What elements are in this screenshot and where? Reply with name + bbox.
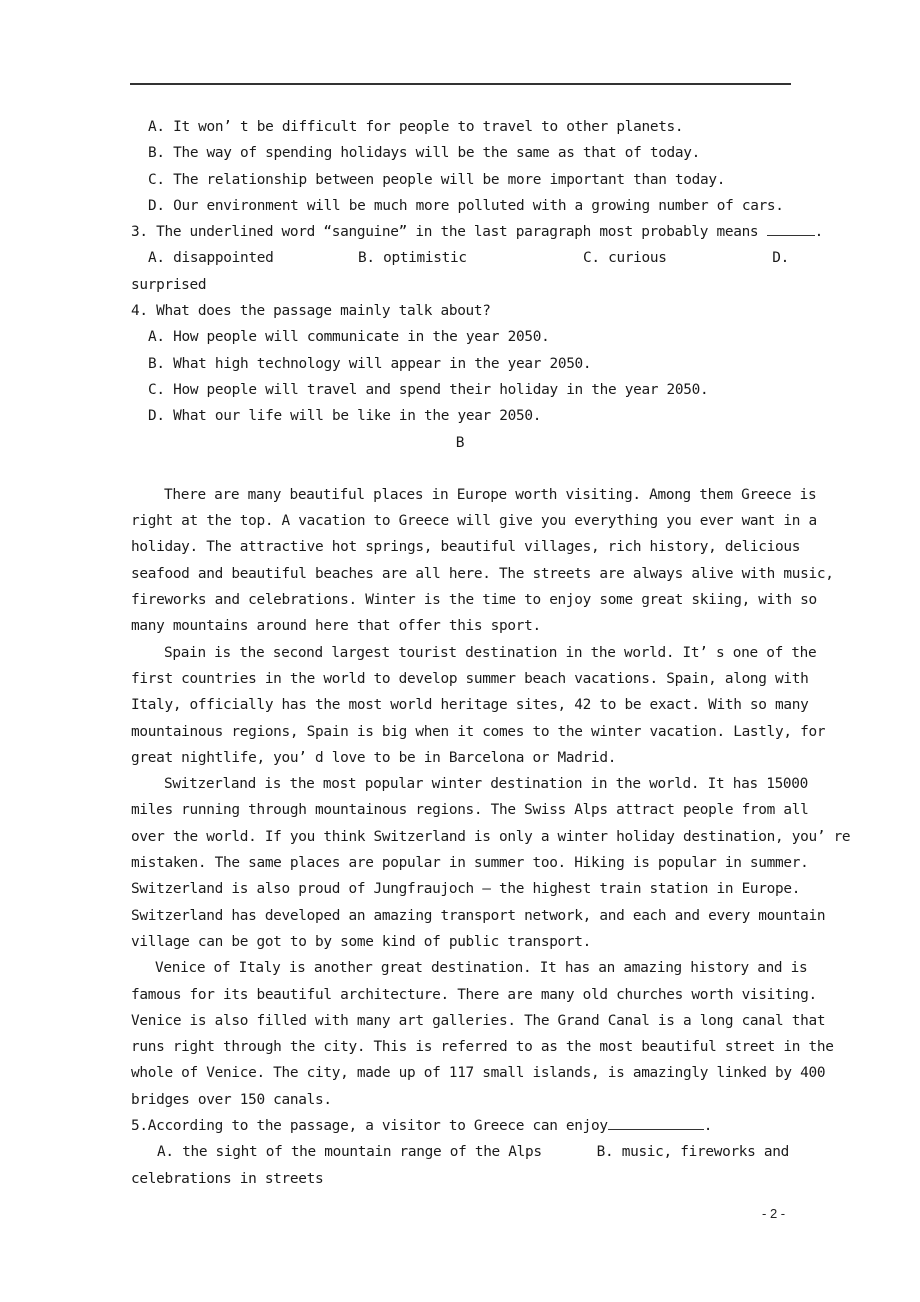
q5-option-a: A. the sight of the mountain range of the Alps xyxy=(157,1144,542,1161)
paragraph-venice xyxy=(131,955,834,1113)
paragraph-line: fireworks and celebrations. Winter is the time to enjoy some great skiing, with so xyxy=(131,592,817,609)
q5-options-row xyxy=(131,1139,789,1165)
paragraph-line: famous for its beautiful architecture. There are many old churches worth visiting. xyxy=(131,986,817,1003)
paragraph-line: Switzerland is the most popular winter destination in the world. It has 15000 xyxy=(164,776,809,793)
q2-option-a: A. It won’ t be difficult for people to travel to other planets. xyxy=(148,119,684,135)
paragraph-line: bridges over 150 canals. xyxy=(131,1091,332,1108)
q3-stem: 3. The underlined word “sanguine” in the last paragraph most probably means xyxy=(131,224,759,241)
q2-option-b: B. The way of spending holidays will be the same as that of today. xyxy=(148,145,701,162)
q3-option-d-text: surprised xyxy=(131,276,207,293)
paragraph-line: great nightlife, you’ d love to be in Barcelona or Madrid. xyxy=(131,749,617,766)
q2-option-d: D. Our environment will be much more polluted with a growing number of cars. xyxy=(148,197,784,214)
question-4 xyxy=(131,298,789,429)
paragraph-line: runs right through the city. This is referred to as the most beautiful street in the xyxy=(131,1039,834,1056)
q3-option-b: B. optimistic xyxy=(358,250,467,267)
paragraph-line: miles running through mountainous regions. The Swiss Alps attract people from all xyxy=(131,802,809,819)
paragraph-line: many mountains around here that offer this sport. xyxy=(131,618,541,635)
q3-option-c: C. curious xyxy=(583,250,667,267)
q3-stem-line xyxy=(131,219,824,245)
paragraph-switzerland xyxy=(131,771,851,955)
q4-option-a: A. How people will communicate in the year 2050. xyxy=(148,329,550,346)
paragraph-line: Venice of Italy is another great destination. It has an amazing history and is xyxy=(155,960,808,977)
paragraph-line: village can be got to by some kind of public transport. xyxy=(131,933,592,950)
paragraph-line: whole of Venice. The city, made up of 117 small islands, is amazingly linked by 400 xyxy=(131,1065,826,1082)
paragraph-line: right at the top. A vacation to Greece will give you everything you ever want in a xyxy=(131,513,817,530)
paragraph-line: Italy, officially has the most world heritage sites, 42 to be exact. With so many xyxy=(131,697,809,714)
q5-stem: 5.According to the passage, a visitor to Greece can enjoy xyxy=(131,1117,608,1134)
q4-option-d: D. What our life will be like in the year 2050. xyxy=(148,408,542,425)
q4-option-c: C. How people will travel and spend their holiday in the year 2050. xyxy=(148,381,709,398)
paragraph-line: Venice is also filled with many art galleries. The Grand Canal is a long canal that xyxy=(131,1012,826,1029)
paragraph-line: Switzerland is also proud of Jungfraujoch — the highest train station in Europe. xyxy=(131,881,801,898)
paragraph-line: holiday. The attractive hot springs, beautiful villages, rich history, delicious xyxy=(131,539,801,556)
q3-options-row xyxy=(131,245,789,271)
q2-option-c: C. The relationship between people will be more important than today. xyxy=(148,171,726,188)
q3-answer-blank xyxy=(767,221,815,236)
document-body xyxy=(131,114,851,1192)
paragraph-line: mistaken. The same places are popular in summer too. Hiking is popular in summer. xyxy=(131,855,809,872)
q3-option-a: A. disappointed xyxy=(148,250,274,267)
section-gap xyxy=(131,456,789,482)
paragraph-line: mountainous regions, Spain is big when it comes to the winter vacation. Lastly, for xyxy=(131,723,826,740)
question-3 xyxy=(131,219,824,298)
question-5 xyxy=(131,1113,789,1192)
paragraph-line: Spain is the second largest tourist destination in the world. It’ s one of the xyxy=(164,644,817,661)
question-2-options xyxy=(131,114,789,219)
paragraph-greece xyxy=(131,482,834,640)
q5-option-b-wrap: celebrations in streets xyxy=(131,1170,324,1187)
paragraph-line: over the world. If you think Switzerland is only a winter holiday destination, you’ re xyxy=(131,828,851,845)
paragraph-line: first countries in the world to develop summer beach vacations. Spain, along with xyxy=(131,670,809,687)
q5-answer-blank xyxy=(608,1115,704,1130)
q5-option-b: B. music, fireworks and xyxy=(596,1144,789,1161)
q4-stem: 4. What does the passage mainly talk about? xyxy=(131,303,491,320)
q5-stem-end: . xyxy=(703,1117,713,1134)
q3-option-d: D. xyxy=(772,250,789,267)
q5-stem-line xyxy=(131,1113,789,1139)
q3-stem-end: . xyxy=(814,224,824,241)
q4-option-b: B. What high technology will appear in the year 2050. xyxy=(148,355,592,372)
header-rule xyxy=(130,83,791,85)
paragraph-line: There are many beautiful places in Europe worth visiting. Among them Greece is xyxy=(164,486,817,503)
paragraph-line: seafood and beautiful beaches are all here. The streets are always alive with music, xyxy=(131,565,834,582)
page-number: - 2 - xyxy=(762,1206,786,1221)
paragraph-spain xyxy=(131,640,826,771)
section-b-title: B xyxy=(455,434,465,451)
paragraph-line: Switzerland has developed an amazing transport network, and each and every mountain xyxy=(131,907,826,924)
